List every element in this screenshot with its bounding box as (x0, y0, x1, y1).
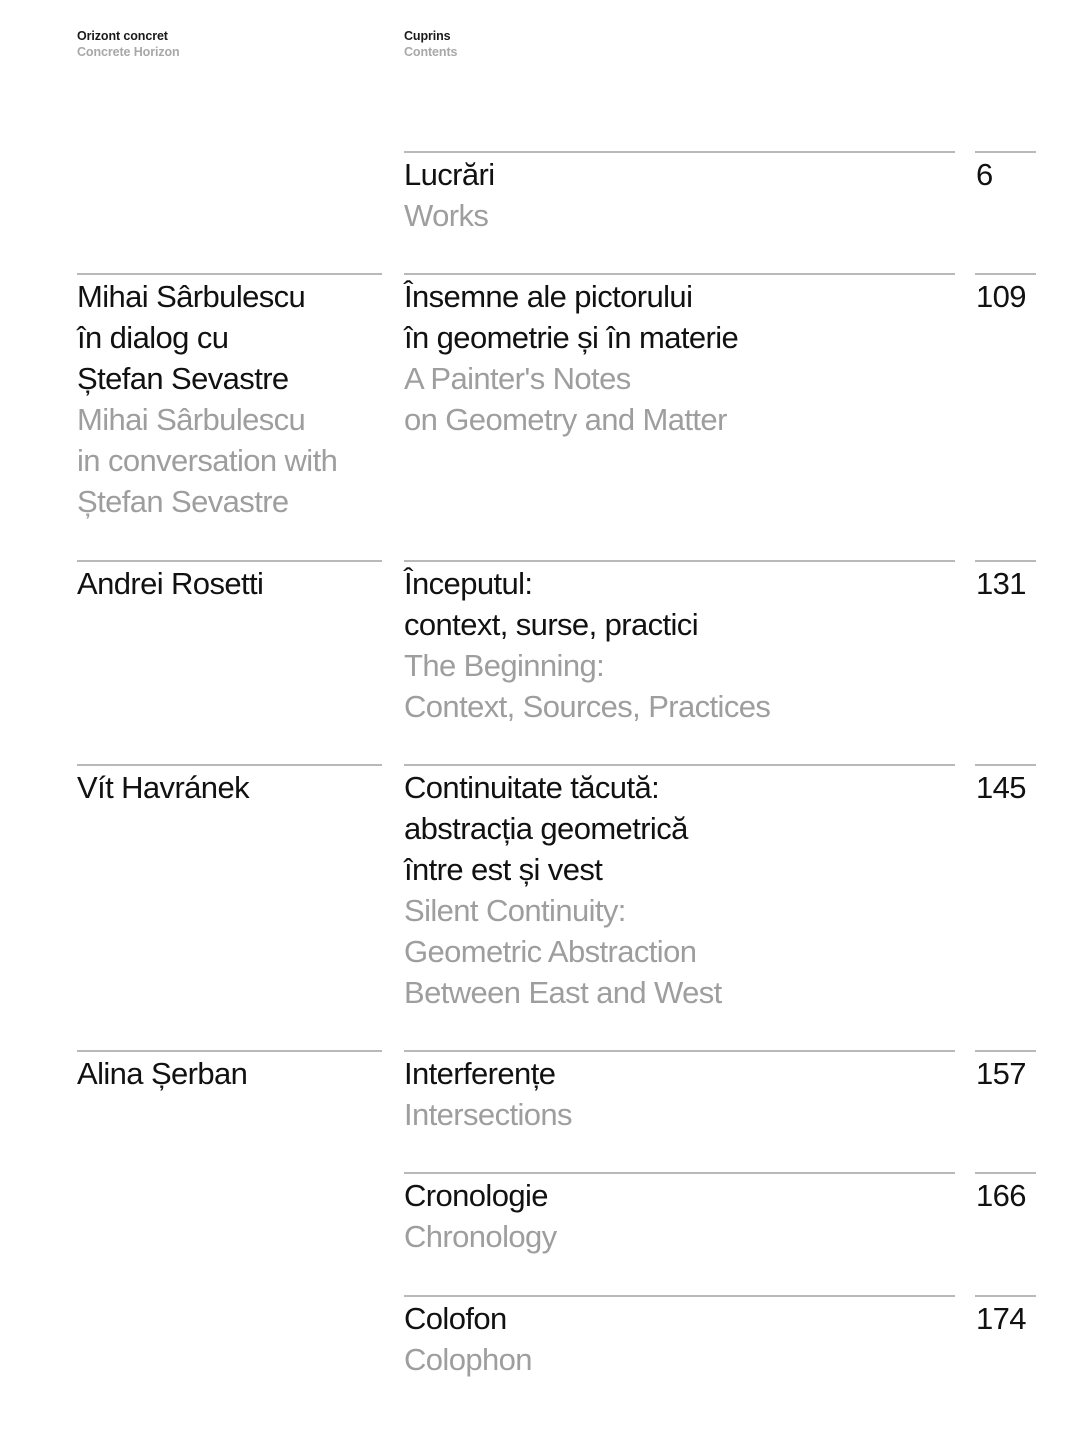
author-ro: Mihai Sârbulescu în dialog cu Ștefan Sevastre (77, 279, 306, 396)
entry-author (77, 560, 397, 604)
title-ro: Cronologie (404, 1178, 548, 1213)
page-number: 166 (976, 1178, 1026, 1213)
page-number: 109 (976, 279, 1026, 314)
entry-title (404, 1295, 964, 1380)
title-en: Silent Continuity: Geometric Abstraction Between East and West (404, 893, 722, 1010)
title-ro: Lucrări (404, 157, 495, 192)
entry-author (77, 1050, 397, 1094)
page-number: 6 (976, 157, 993, 192)
entry-title (404, 151, 964, 236)
author-ro: Vít Havránek (77, 770, 249, 805)
title-en: Colophon (404, 1342, 532, 1377)
title-en: Intersections (404, 1097, 572, 1132)
title-ro: Interferențe (404, 1056, 556, 1091)
book-title-ro: Orizont concret (77, 29, 168, 43)
entry-title (404, 1050, 964, 1135)
title-ro: Însemne ale pictorului în geometrie și în materie (404, 279, 739, 355)
running-head-section (404, 28, 457, 60)
entry-title (404, 764, 964, 1013)
page-number: 145 (976, 770, 1026, 805)
entry-title (404, 1172, 964, 1257)
section-title-ro: Cuprins (404, 29, 451, 43)
title-ro: Începutul: context, surse, practici (404, 566, 698, 642)
title-en: Chronology (404, 1219, 557, 1254)
title-ro: Colofon (404, 1301, 507, 1336)
title-en: Works (404, 198, 489, 233)
title-en: A Painter's Notes on Geometry and Matter (404, 361, 727, 437)
page-number: 131 (976, 566, 1026, 601)
entry-title (404, 560, 964, 727)
author-ro: Alina Șerban (77, 1056, 248, 1091)
section-title-en: Contents (404, 45, 458, 59)
title-ro: Continuitate tăcută: abstracția geometrică între est și vest (404, 770, 688, 887)
page-number: 174 (976, 1301, 1026, 1336)
page-number: 157 (976, 1056, 1026, 1091)
title-en: The Beginning: Context, Sources, Practices (404, 648, 771, 724)
running-head-book-title (77, 28, 180, 60)
author-en: Mihai Sârbulescu in conversation with Ștefan Sevastre (77, 402, 338, 519)
book-title-en: Concrete Horizon (77, 45, 180, 59)
entry-title (404, 273, 964, 440)
author-ro: Andrei Rosetti (77, 566, 264, 601)
entry-author (77, 273, 397, 522)
entry-author (77, 764, 397, 808)
